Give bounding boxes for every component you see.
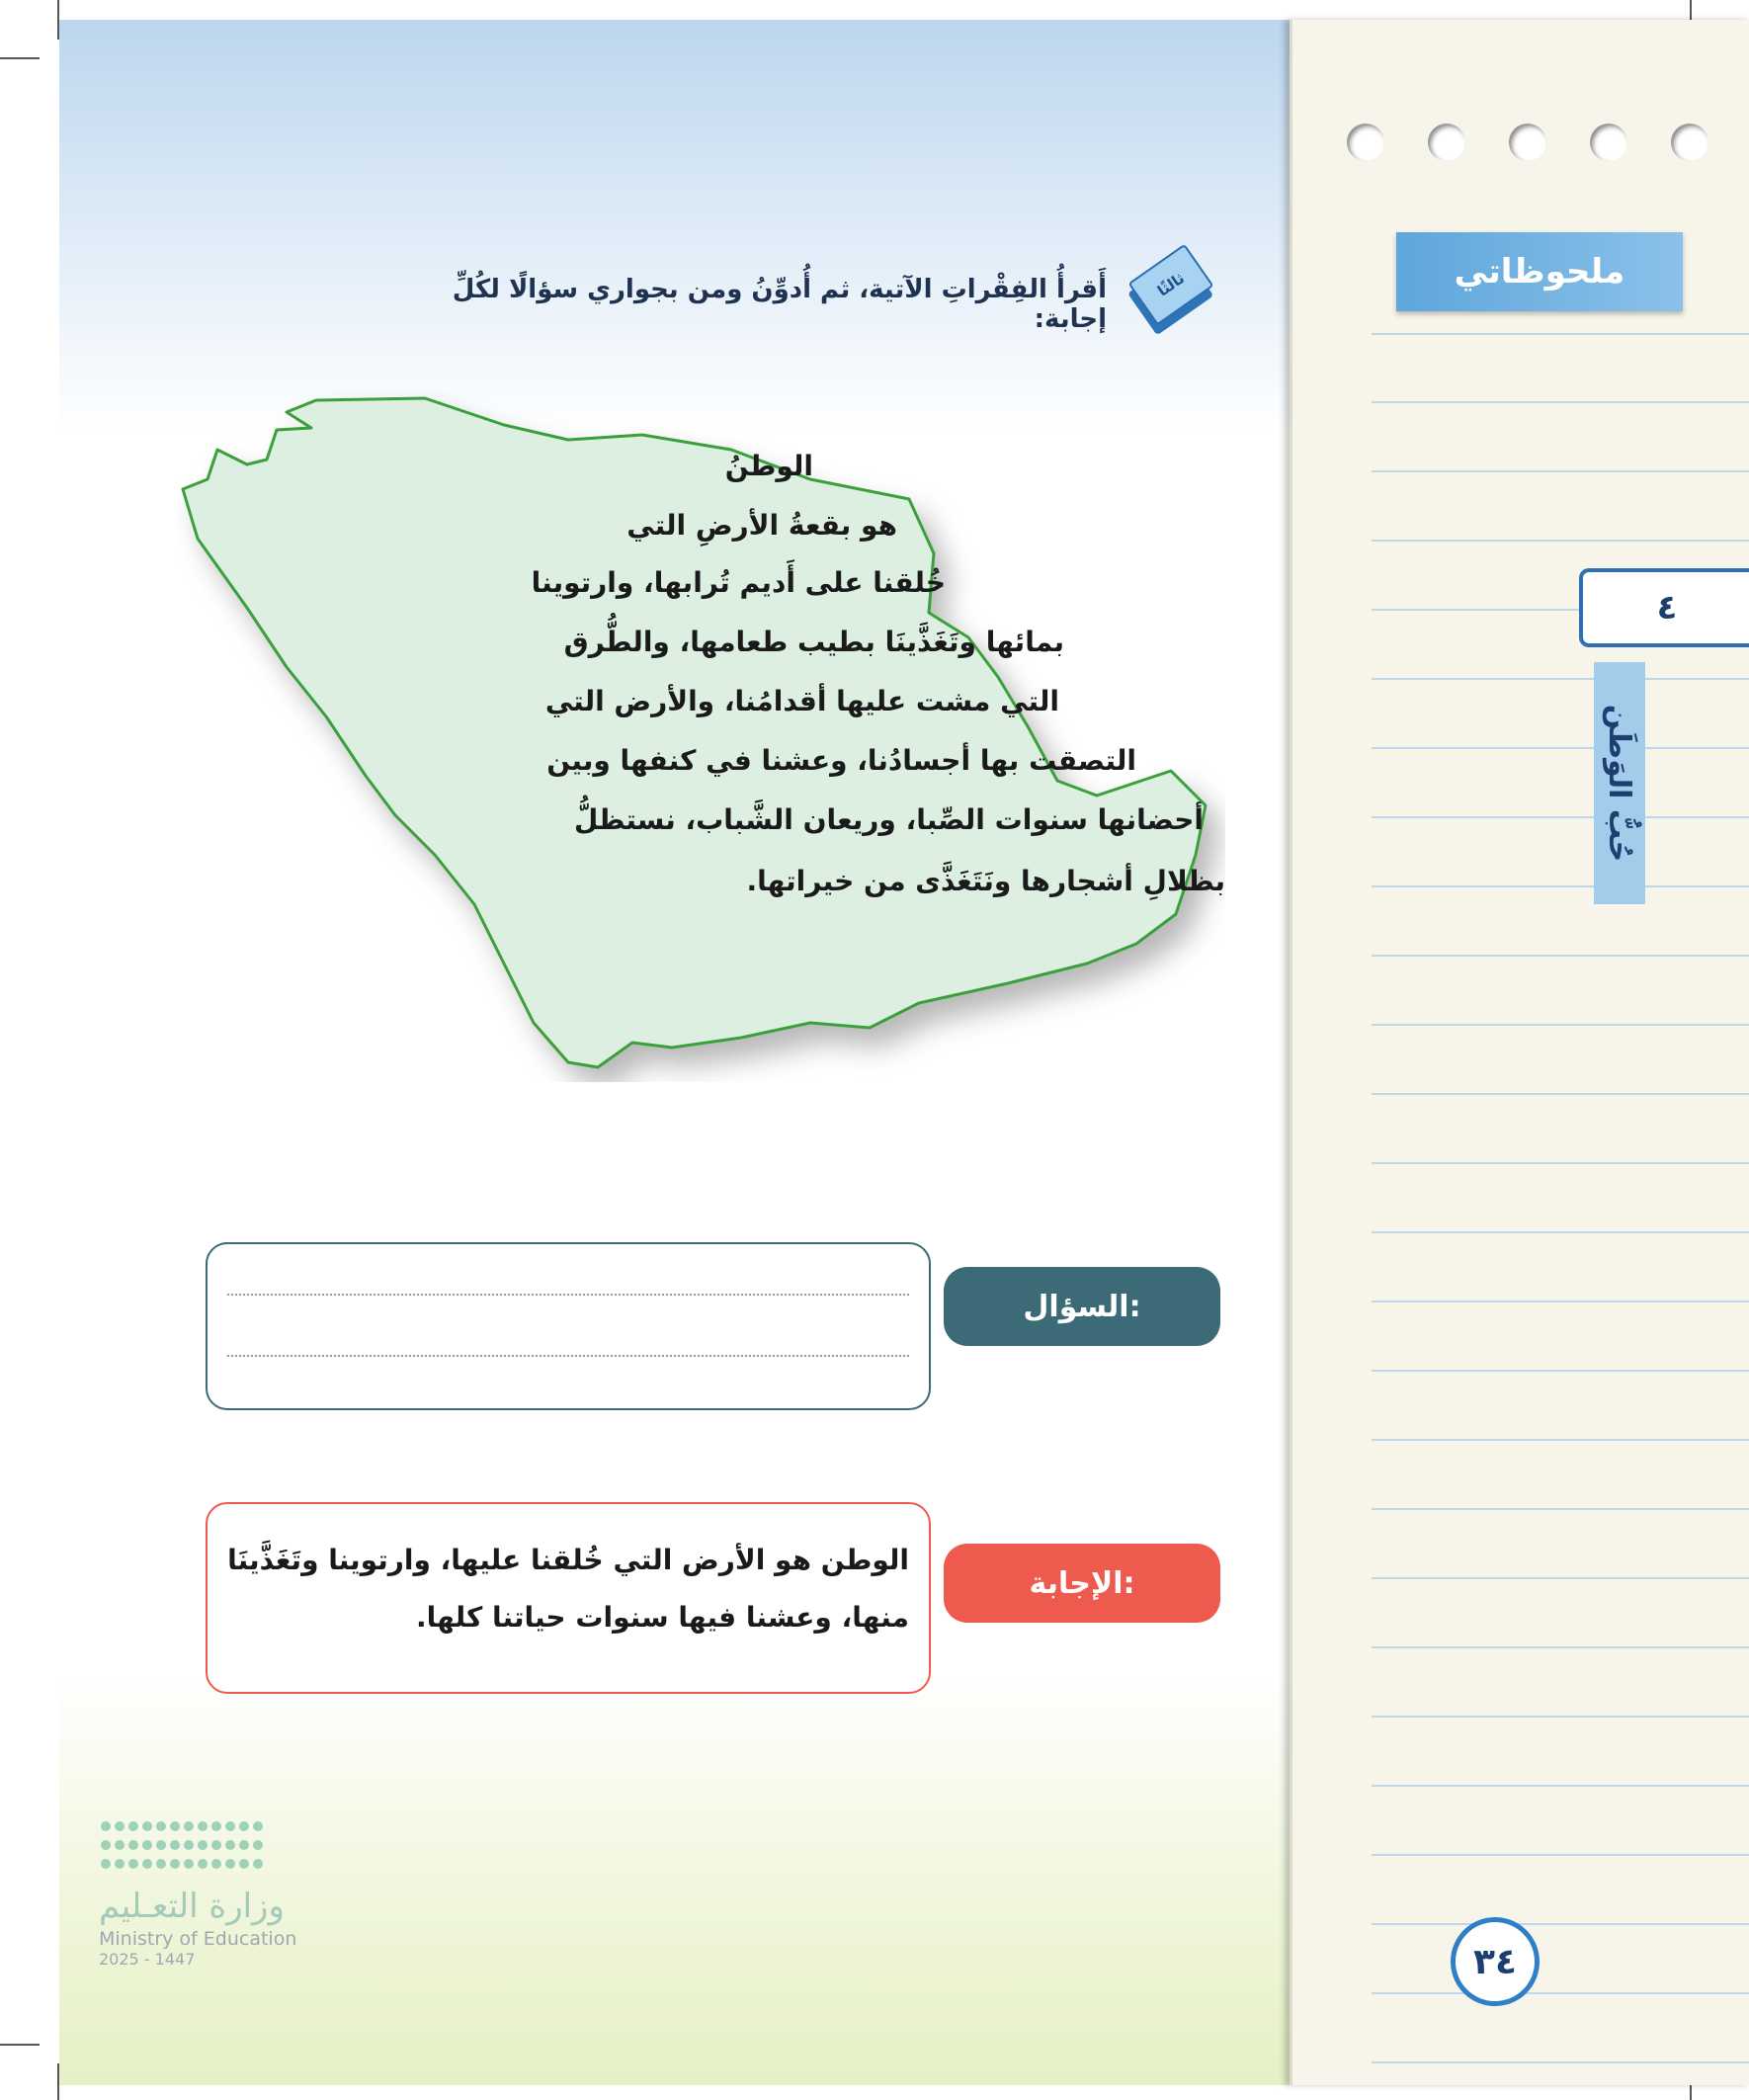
ministry-name-ar: وزارة التعـليم — [99, 1887, 285, 1926]
ruled-line — [1372, 1439, 1749, 1441]
writing-line — [227, 1294, 909, 1296]
ruled-line — [1372, 1992, 1749, 1994]
answer-text: الوطن هو الأرض التي خُلقنا عليها، وارتوينا وتَغَذَّينَا منها، وعشنا فيها سنوات حياتنا كلها. — [227, 1544, 909, 1634]
binder-hole — [1590, 124, 1627, 161]
ministry-logo — [99, 1818, 316, 1969]
ruled-line — [1372, 816, 1749, 818]
unit-number: ٤ — [1579, 568, 1749, 647]
ruled-line — [1372, 1093, 1749, 1095]
ministry-logo-dots — [99, 1818, 316, 1875]
ruled-line — [1372, 333, 1749, 335]
ruled-line — [1372, 678, 1749, 680]
answer-label: الإجابة: — [944, 1544, 1220, 1623]
crop-mark — [0, 57, 40, 59]
page-number: ٣٤ — [1451, 1917, 1540, 2006]
ruled-line — [1372, 1370, 1749, 1372]
saudi-map-illustration — [178, 390, 1225, 1082]
ruled-line — [1372, 1854, 1749, 1856]
ruled-line — [1372, 1508, 1749, 1510]
ruled-line — [1372, 747, 1749, 749]
unit-title: حُبُّ الوَطَن — [1602, 704, 1637, 863]
question-answer-field[interactable] — [206, 1242, 931, 1410]
ruled-line — [1372, 1024, 1749, 1026]
ruled-line — [1372, 1162, 1749, 1164]
ministry-name-en: Ministry of Education — [99, 1928, 297, 1950]
ruled-line — [1372, 1716, 1749, 1718]
binder-hole — [1347, 124, 1384, 161]
ruled-line — [1372, 1785, 1749, 1787]
passage-line: بمائها وتَغَذَّينَا بطيب طعامها، والطُّرق — [563, 626, 1064, 658]
writing-line — [227, 1355, 909, 1357]
ruled-line — [1372, 885, 1749, 887]
unit-title-tab — [1594, 662, 1645, 904]
binder-hole — [1428, 124, 1465, 161]
ruled-line — [1372, 470, 1749, 472]
passage-line: الوطنُ — [724, 450, 813, 482]
ruled-line — [1372, 401, 1749, 403]
ruled-line — [1372, 1577, 1749, 1579]
passage-line: بظلالِ أشجارها ونَتَغَذَّى من خيراتها. — [746, 865, 1225, 897]
ruled-line — [1372, 955, 1749, 957]
passage-line: التصقت بها أجسادُنا، وعشنا في كنفها وبين — [546, 744, 1136, 777]
edition-year: 2025 - 1447 — [99, 1950, 196, 1969]
ruled-line — [1372, 2061, 1749, 2063]
section-badge-label: ثالثًا — [1127, 244, 1213, 326]
notes-title: ملحوظاتي — [1396, 232, 1683, 311]
passage-line: التي مشت عليها أقدامُنا، والأرض التي — [544, 685, 1059, 717]
ruled-line — [1372, 1923, 1749, 1925]
question-label: السؤال: — [944, 1267, 1220, 1346]
passage-line: خُلقنا على أَديم تُرابها، وارتوينا — [531, 566, 946, 599]
map-outline — [183, 398, 1206, 1067]
answer-box — [206, 1502, 931, 1694]
binder-hole — [1509, 124, 1546, 161]
ruled-line — [1372, 1301, 1749, 1302]
crop-mark — [57, 2063, 59, 2100]
ruled-line — [1372, 1646, 1749, 1648]
crop-mark — [57, 0, 59, 40]
ruled-line — [1372, 1231, 1749, 1233]
crop-mark — [0, 2044, 40, 2046]
ruled-line — [1372, 540, 1749, 542]
binder-hole — [1671, 124, 1708, 161]
passage-line: أحضانها سنوات الصِّبا، وريعان الشَّباب، نستظلُّ — [574, 803, 1204, 836]
passage-line: هو بقعةُ الأرضِ التي — [626, 509, 897, 542]
instruction-text: أَقرأُ الفِقْراتِ الآتية، ثم أُدوِّنُ ومن بجواري سؤالًا لكُلِّ إجابة: — [452, 275, 1107, 334]
notes-panel — [1290, 20, 1749, 2085]
